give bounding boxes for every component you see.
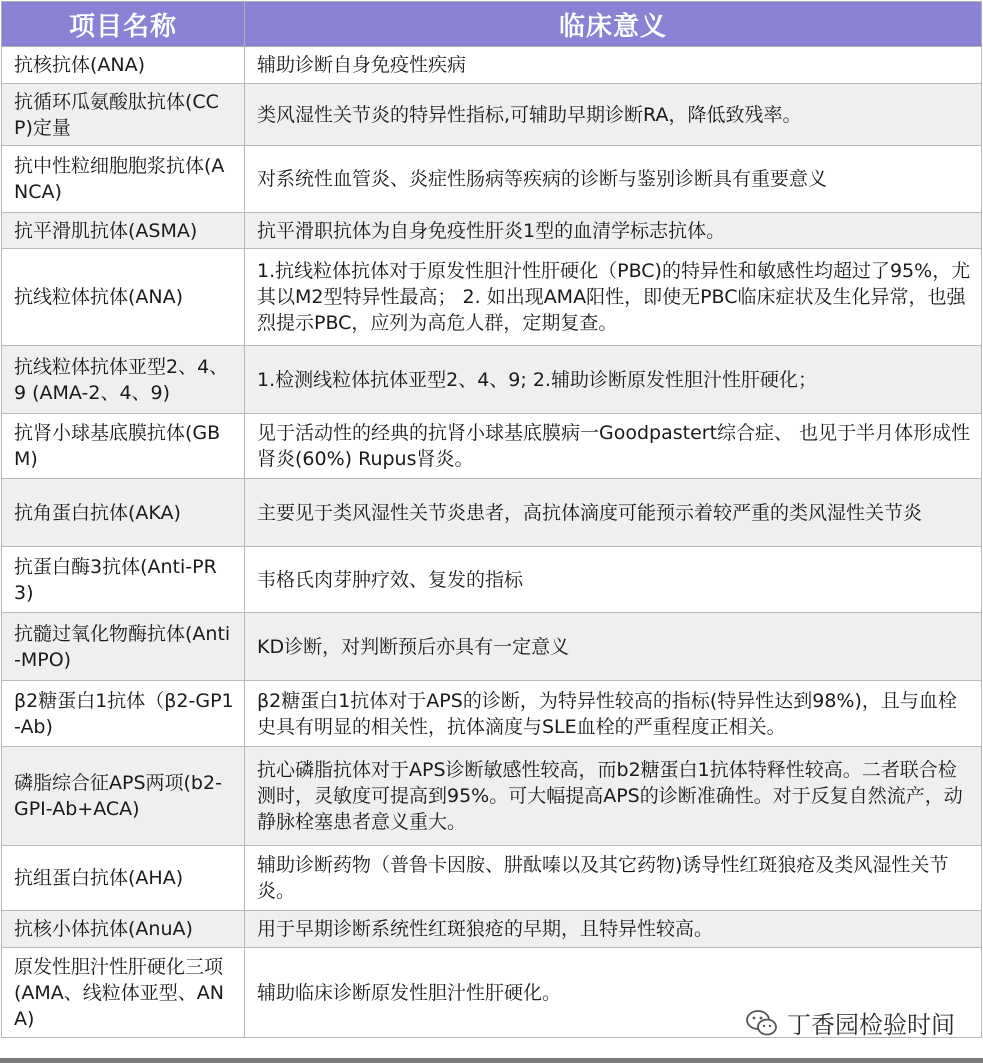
item-meaning: 韦格氏肉芽肿疗效、复发的指标 xyxy=(245,547,982,613)
table-row xyxy=(2,911,982,948)
item-meaning: 类风湿性关节炎的特异性指标,可辅助早期诊断RA，降低致残率。 xyxy=(245,84,982,146)
item-name: 抗角蛋白抗体(AKA) xyxy=(2,479,245,547)
item-meaning: 辅助临床诊断原发性胆汁性肝硬化。 xyxy=(245,948,982,1038)
item-name: 抗蛋白酶3抗体(Anti-PR3) xyxy=(2,547,245,613)
table-row xyxy=(2,479,982,547)
item-meaning: KD诊断，对判断预后亦具有一定意义 xyxy=(245,613,982,681)
item-name: 抗核小体抗体(AnuA) xyxy=(2,911,245,948)
item-name: 原发性胆汁性肝硬化三项(AMA、线粒体亚型、ANA) xyxy=(2,948,245,1038)
item-name: 抗肾小球基底膜抗体(GBM) xyxy=(2,414,245,479)
table-row xyxy=(2,146,982,213)
item-name: β2糖蛋白1抗体（β2-GP1-Ab) xyxy=(2,681,245,747)
table-row xyxy=(2,213,982,249)
item-name: 抗线粒体抗体亚型2、4、9 (AMA-2、4、9) xyxy=(2,346,245,414)
table-row xyxy=(2,613,982,681)
item-meaning: 主要见于类风湿性关节炎患者，高抗体滴度可能预示着较严重的类风湿性关节炎 xyxy=(245,479,982,547)
table-row xyxy=(2,47,982,84)
item-name: 抗髓过氧化物酶抗体(Anti-MPO) xyxy=(2,613,245,681)
item-meaning: 1.检测线粒体抗体亚型2、4、9; 2.辅助诊断原发性胆汁性肝硬化； xyxy=(245,346,982,414)
watermark xyxy=(745,1005,955,1040)
table-row xyxy=(2,414,982,479)
table-row xyxy=(2,249,982,346)
item-meaning: 见于活动性的经典的抗肾小球基底膜病一Goodpastert综合症、 也见于半月体形成性肾炎(60%) Rupus肾炎。 xyxy=(245,414,982,479)
item-meaning: 用于早期诊断系统性红斑狼疮的早期，且特异性较高。 xyxy=(245,911,982,948)
wechat-chat-icon xyxy=(745,1008,779,1038)
item-meaning: 对系统性血管炎、炎症性肠病等疾病的诊断与鉴别诊断具有重要意义 xyxy=(245,146,982,213)
item-name: 抗核抗体(ANA) xyxy=(2,47,245,84)
item-meaning: 1.抗线粒体抗体对于原发性胆汁性肝硬化（PBC)的特异性和敏感性均超过了95%，尤其以M2型特异性最高； 2. 如出现AMA阳性，即使无PBC临床症状及生化异常，也强烈提示PBC，应列为高危人群，定期复查。 xyxy=(245,249,982,346)
item-name: 抗平滑肌抗体(ASMA) xyxy=(2,213,245,249)
item-meaning: 抗心磷脂抗体对于APS诊断敏感性较高，而b2糖蛋白1抗体特释性较高。二者联合检测时，灵敏度可提高到95%。可大幅提高APS的诊断准确性。对于反复自然流产，动静脉栓塞患者意义重大。 xyxy=(245,747,982,846)
header-clinical-meaning: 临床意义 xyxy=(245,2,982,47)
item-name: 抗循环瓜氨酸肽抗体(CCP)定量 xyxy=(2,84,245,146)
table-row xyxy=(2,547,982,613)
table-row xyxy=(2,846,982,911)
table-row xyxy=(2,681,982,747)
item-meaning: 辅助诊断药物（普鲁卡因胺、肼酞嗪以及其它药物)诱导性红斑狼疮及类风湿性关节炎。 xyxy=(245,846,982,911)
table-row xyxy=(2,346,982,414)
item-meaning: 抗平滑职抗体为自身免疫性肝炎1型的血清学标志抗体。 xyxy=(245,213,982,249)
bottom-border xyxy=(0,1058,983,1063)
item-meaning: 辅助诊断自身免疫性疾病 xyxy=(245,47,982,84)
table-header-row xyxy=(2,2,982,47)
header-item-name: 项目名称 xyxy=(2,2,245,47)
item-name: 抗组蛋白抗体(AHA) xyxy=(2,846,245,911)
item-meaning: β2糖蛋白1抗体对于APS的诊断，为特异性较高的指标(特异性达到98%)，且与血栓史具有明显的相关性，抗体滴度与SLE血栓的严重程度正相关。 xyxy=(245,681,982,747)
item-name: 磷脂综合征APS两项(b2-GPI-Ab+ACA) xyxy=(2,747,245,846)
clinical-significance-table xyxy=(1,1,982,1038)
table-row xyxy=(2,84,982,146)
item-name: 抗线粒体抗体(ANA) xyxy=(2,249,245,346)
watermark-text: 丁香园检验时间 xyxy=(787,1011,955,1039)
item-name: 抗中性粒细胞胞浆抗体(ANCA) xyxy=(2,146,245,213)
table-row xyxy=(2,747,982,846)
